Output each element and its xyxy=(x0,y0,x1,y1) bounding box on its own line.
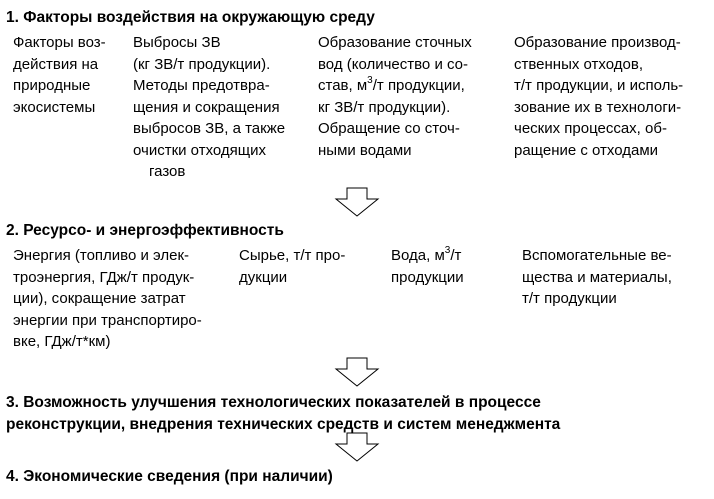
text-line: (кг ЗВ/т продукции). xyxy=(133,55,271,73)
text-line: Выбросы ЗВ xyxy=(133,34,221,51)
text-line: Методы предотвра- xyxy=(133,77,270,94)
text-fragment: став, м xyxy=(318,77,368,94)
section-3-title xyxy=(6,392,560,436)
text-fragment: Вода, м xyxy=(391,247,445,264)
text-line xyxy=(318,75,472,97)
text-line: ными водами xyxy=(318,141,412,159)
text-line: очистки отходящих xyxy=(133,141,267,159)
section-1-col-emissions xyxy=(133,32,285,183)
section-2-col-water xyxy=(391,245,464,288)
section-2-col-raw-materials xyxy=(239,245,345,288)
text-line: троэнергия, ГДж/т продук- xyxy=(13,268,195,286)
section-1-col-wastewater xyxy=(318,32,472,161)
section-1-col-production-waste xyxy=(514,32,683,161)
text-line: продукции xyxy=(391,268,464,286)
section-1-title: 1. Факторы воздействия на окружающую среду xyxy=(6,9,375,26)
text-line xyxy=(391,245,464,267)
text-line: Энергия (топливо и элек- xyxy=(13,247,190,264)
section-1-col-ecosystem-factors xyxy=(13,32,106,118)
text-line: Факторы воз- xyxy=(13,34,106,51)
section-2-col-auxiliary-materials xyxy=(522,245,672,310)
text-line: энергии при транспортиро- xyxy=(13,311,202,329)
text-line: экосистемы xyxy=(13,98,96,116)
text-fragment: /т продукции, xyxy=(372,77,465,94)
text-line: щества и материалы, xyxy=(522,268,672,286)
text-line: т/т продукции, и исполь- xyxy=(514,77,684,94)
superscript: 3 xyxy=(444,245,451,256)
text-line: щения и сокращения xyxy=(133,98,280,116)
text-line: кг ЗВ/т продукции). xyxy=(318,98,451,116)
text-line: ращение с отходами xyxy=(514,141,659,159)
section-4-title: 4. Экономические сведения (при наличии) xyxy=(6,468,333,485)
text-line: вод (количество и со- xyxy=(318,55,468,73)
superscript: 3 xyxy=(367,75,373,86)
down-arrow-icon xyxy=(334,357,380,387)
text-line: зование их в технологи- xyxy=(514,98,682,116)
text-fragment: /т xyxy=(450,247,462,264)
text-line: Образование производ- xyxy=(514,34,681,51)
text-line: ческих процессах, об- xyxy=(514,120,667,137)
text-line: ции), сокращение затрат xyxy=(13,290,186,307)
text-line: дукции xyxy=(239,268,288,286)
text-line: реконструкции, внедрения технических средств и систем менеджмента xyxy=(6,416,561,433)
text-line: 3. Возможность улучшения технологических показателей в процессе xyxy=(6,394,541,411)
text-line: Обращение со сточ- xyxy=(318,120,460,137)
section-2-title: 2. Ресурсо- и энергоэффективность xyxy=(6,222,284,239)
text-line: действия на xyxy=(13,55,99,73)
text-line: выбросов ЗВ, а также xyxy=(133,120,286,137)
text-line: природные xyxy=(13,77,91,94)
text-line: вке, ГДж/т*км) xyxy=(13,333,111,350)
text-line: т/т продукции xyxy=(522,290,617,307)
down-arrow-icon xyxy=(334,432,380,462)
section-2-col-energy xyxy=(13,245,202,353)
text-line: ственных отходов, xyxy=(514,55,643,73)
text-line: газов xyxy=(149,163,186,180)
down-arrow-icon xyxy=(334,187,380,217)
text-line: Образование сточных xyxy=(318,34,472,51)
text-line: Вспомогательные ве- xyxy=(522,247,672,264)
text-line: Сырье, т/т про- xyxy=(239,247,346,264)
